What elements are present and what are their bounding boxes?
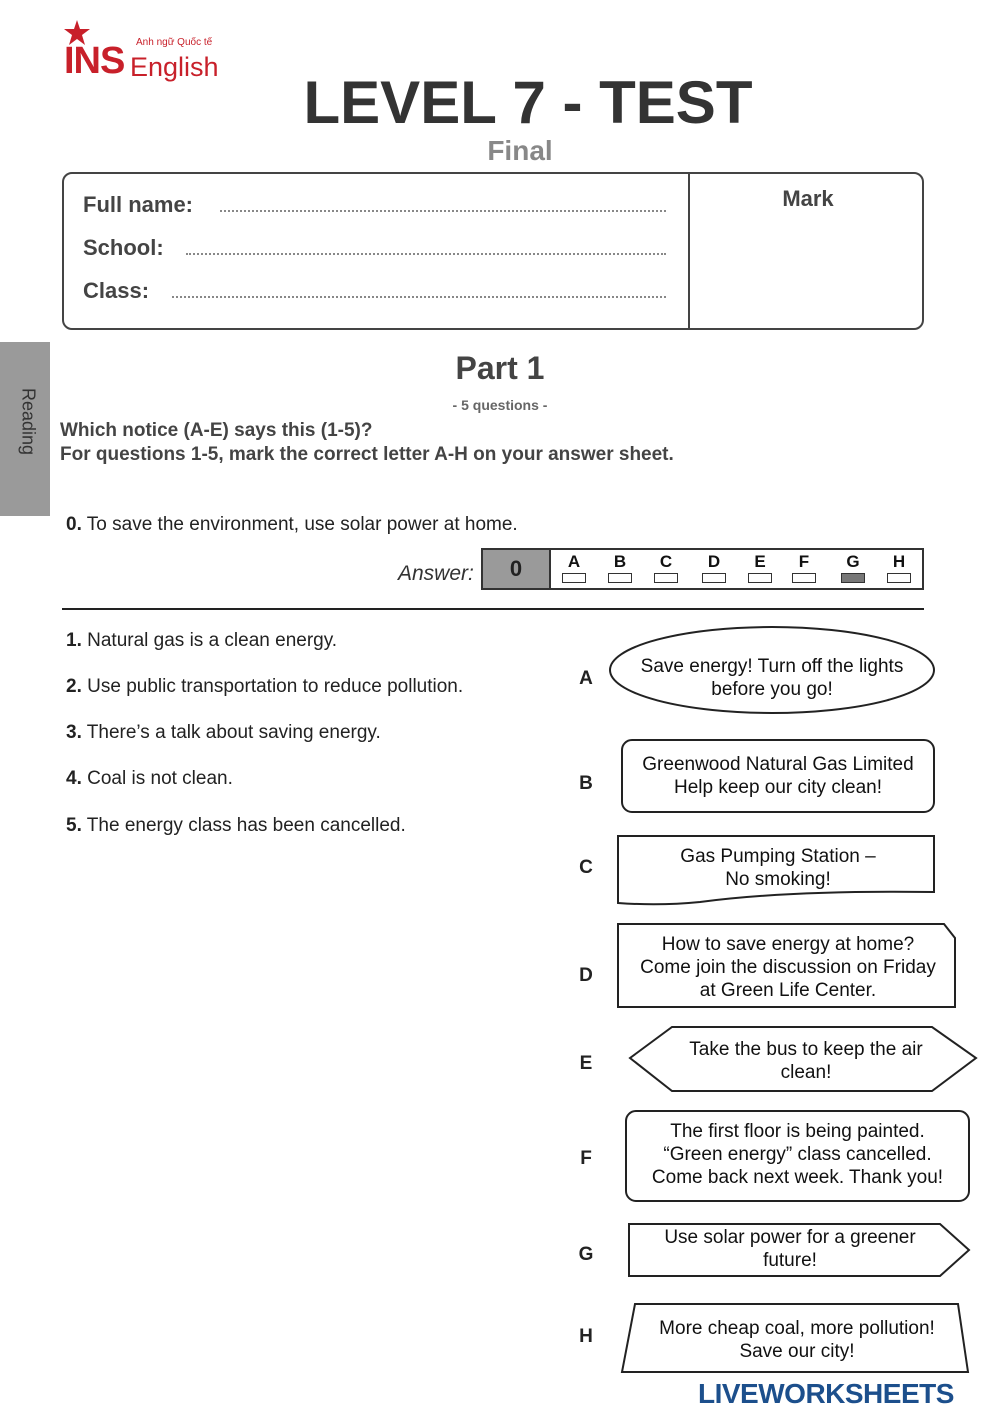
- notice-d-text: [618, 933, 958, 1002]
- question-number: 1.: [66, 630, 82, 651]
- notice-line: Come back next week. Thank you!: [651, 1167, 944, 1188]
- notice-line: at Green Life Center.: [699, 980, 877, 1001]
- class-label: Class:: [83, 278, 150, 303]
- notice-e-text: [660, 1038, 952, 1084]
- notice-g-text: [629, 1226, 951, 1272]
- notice-b-letter: B: [579, 773, 593, 794]
- notice-line: future!: [763, 1250, 817, 1271]
- notice-d-letter: D: [579, 965, 593, 986]
- option-letter-f: F: [798, 552, 810, 571]
- notice-e-letter: E: [579, 1053, 593, 1074]
- notice-line: Greenwood Natural Gas Limited: [642, 754, 914, 775]
- notice-a-text: [612, 655, 932, 701]
- notice-b-text: [622, 753, 934, 799]
- notice-line: Help keep our city clean!: [673, 777, 883, 798]
- logo-english: English: [130, 52, 219, 82]
- question-text: The energy class has been cancelled.: [86, 815, 406, 836]
- option-letter-a: A: [567, 552, 581, 571]
- option-letter-e: E: [754, 552, 766, 571]
- option-letter-b: B: [613, 552, 627, 571]
- question-number: 2.: [66, 676, 82, 697]
- notice-line: More cheap coal, more pollution!: [659, 1318, 935, 1339]
- question-number: 5.: [66, 815, 82, 836]
- notice-line: Come join the discussion on Friday: [640, 957, 936, 978]
- notice-f-text: [626, 1120, 969, 1189]
- option-letter-c: C: [659, 552, 673, 571]
- notice-line: Save our city!: [739, 1341, 855, 1362]
- notice-a-letter: A: [579, 668, 593, 689]
- notice-line: Gas Pumping Station –: [680, 846, 876, 867]
- question-text: Use public transportation to reduce pollution.: [87, 676, 464, 697]
- reading-side-tab-label: Reading: [18, 387, 39, 456]
- notice-g-letter: G: [578, 1244, 594, 1265]
- example-number: 0.: [66, 514, 82, 535]
- option-letter-d: D: [707, 552, 721, 571]
- question-number: 4.: [66, 768, 82, 789]
- logo-tagline: Anh ngữ Quốc tế: [136, 37, 213, 48]
- question-text: Natural gas is a clean energy.: [87, 630, 338, 651]
- notice-line: Take the bus to keep the air: [689, 1039, 923, 1060]
- question-number: 3.: [66, 722, 82, 743]
- full-name-label: Full name:: [83, 192, 194, 217]
- option-letter-h: H: [892, 552, 906, 571]
- option-letter-g: G: [846, 552, 860, 571]
- notice-line: “Green energy” class cancelled.: [663, 1144, 932, 1165]
- notice-line: before you go!: [711, 679, 833, 700]
- school-label: School:: [83, 235, 164, 260]
- answer-label: Answer:: [398, 562, 474, 585]
- question-text: Coal is not clean.: [87, 768, 233, 789]
- logo-ins: INS: [64, 40, 125, 82]
- notice-line: The first floor is being painted.: [670, 1121, 925, 1142]
- mark-label: Mark: [782, 186, 834, 211]
- notice-f-letter: F: [580, 1148, 592, 1169]
- notice-c-text: [618, 845, 938, 891]
- notice-h-letter: H: [579, 1326, 593, 1347]
- notice-line: Save energy! Turn off the lights: [640, 656, 904, 677]
- part-title: Part 1: [455, 350, 545, 386]
- notice-line: Use solar power for a greener: [664, 1227, 916, 1248]
- example-text: To save the environment, use solar power at home.: [86, 514, 518, 535]
- instruction-1: Which notice (A-E) says this (1-5)?: [60, 420, 373, 441]
- notice-line: How to save energy at home?: [661, 934, 915, 955]
- notice-h-text: [630, 1317, 964, 1363]
- page-subtitle: Final: [487, 135, 553, 166]
- notice-c-letter: C: [579, 857, 593, 878]
- liveworksheets-logo[interactable]: LIVEWORKSHEETS: [698, 1378, 954, 1409]
- page-title: LEVEL 7 - TEST: [303, 69, 753, 136]
- question-text: There’s a talk about saving energy.: [86, 722, 381, 743]
- notice-line: clean!: [780, 1062, 832, 1083]
- part-subtitle: - 5 questions -: [452, 397, 548, 413]
- answer-number: 0: [483, 550, 551, 588]
- notice-line: No smoking!: [725, 869, 831, 890]
- instruction-2: For questions 1-5, mark the correct letter A-H on your answer sheet.: [60, 444, 674, 465]
